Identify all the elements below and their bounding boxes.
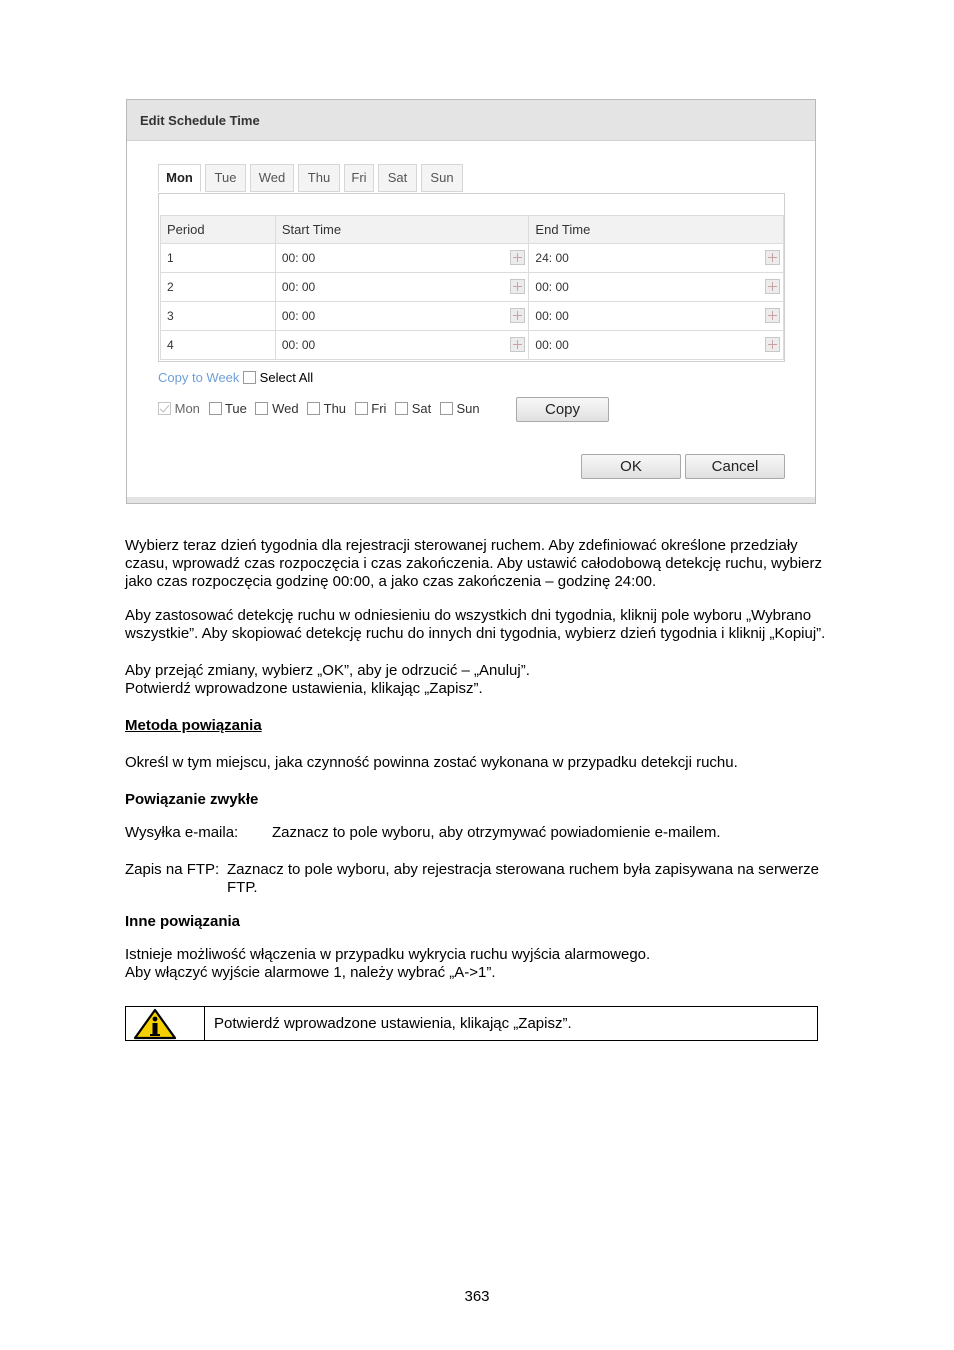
- start-time-field[interactable]: [275, 273, 529, 302]
- time-picker-icon[interactable]: [765, 250, 780, 265]
- copy-days-row: [158, 401, 485, 416]
- text-line: Wybierz teraz dzień tygodnia dla rejestracji sterowanej ruchem. Aby zdefiniować określone przedziały: [125, 537, 798, 554]
- start-time-field[interactable]: [275, 302, 529, 331]
- copy-button[interactable]: Copy: [516, 397, 609, 422]
- start-time-value: 00: 00: [281, 309, 316, 323]
- tab-sat[interactable]: Sat: [378, 164, 417, 192]
- heading-normal-linking: Powiązanie zwykłe: [125, 791, 259, 808]
- ftp-term: Zapis na FTP:: [125, 861, 220, 878]
- time-picker-icon[interactable]: [510, 337, 525, 352]
- text-line: Aby przejąć zmiany, wybierz „OK”, aby je odrzucić – „Anuluj”.: [125, 662, 530, 679]
- end-time-value: 00: 00: [535, 338, 569, 352]
- copy-mon-checkbox: [158, 402, 171, 415]
- email-term: Wysyłka e-maila:: [125, 824, 239, 841]
- schedule-panel: [158, 193, 785, 362]
- tab-thu[interactable]: Thu: [298, 164, 340, 192]
- table-row: [161, 331, 784, 360]
- start-time-field[interactable]: [275, 331, 529, 360]
- paragraph-ok-cancel: [125, 662, 530, 698]
- period-cell: 2: [161, 273, 276, 302]
- dialog-header: [127, 100, 815, 141]
- text-line: Aby zastosować detekcję ruchu w odniesieniu do wszystkich dni tygodnia, kliknij pole wyboru „Wybrano: [125, 607, 812, 624]
- table-header-row: [161, 216, 784, 244]
- end-time-value: 00: 00: [535, 309, 569, 323]
- time-picker-icon[interactable]: [510, 279, 525, 294]
- heading-other-linking: Inne powiązania: [125, 913, 241, 930]
- tab-sun[interactable]: Sun: [421, 164, 463, 192]
- start-time-value: 00: 00: [281, 280, 316, 294]
- paragraph-linking: Określ w tym miejscu, jaka czynność powinna zostać wykonana w przypadku detekcji ruchu.: [125, 754, 738, 771]
- copy-to-week-row: [158, 370, 313, 388]
- tab-fri[interactable]: Fri: [344, 164, 374, 192]
- page-number: 363: [464, 1288, 490, 1305]
- start-time-value: 00: 00: [281, 338, 316, 352]
- copy-mon-label: Mon: [174, 401, 200, 416]
- copy-wed-checkbox[interactable]: [255, 402, 268, 415]
- info-icon-cell: [126, 1007, 205, 1040]
- email-description: Zaznacz to pole wyboru, aby otrzymywać powiadomienie e-mailem.: [272, 824, 721, 841]
- time-picker-icon[interactable]: [765, 337, 780, 352]
- start-time-value: 00: 00: [281, 251, 316, 265]
- info-note-box: [125, 1006, 818, 1041]
- copy-to-week-label: Copy to Week: [158, 370, 240, 385]
- table-row: [161, 244, 784, 273]
- heading-linking-method: Metoda powiązania: [125, 717, 262, 734]
- header-end-time: End Time: [529, 216, 784, 244]
- text-line: wszystkie”. Aby skopiować detekcję ruchu do innych dni tygodnia, wybierz dzień tygodnia i kliknij „Kopiuj”.: [125, 625, 826, 642]
- time-picker-icon[interactable]: [765, 308, 780, 323]
- end-time-field[interactable]: [529, 244, 784, 273]
- time-picker-icon[interactable]: [510, 308, 525, 323]
- paragraph-select-all: [125, 607, 825, 643]
- copy-fri-checkbox[interactable]: [355, 402, 368, 415]
- paragraph-schedule: [125, 537, 822, 591]
- text-line: Aby włączyć wyjście alarmowe 1, należy wybrać „A->1”.: [125, 964, 496, 981]
- text-line: Istnieje możliwość włączenia w przypadku wykrycia ruchu wyjścia alarmowego.: [125, 946, 651, 963]
- header-start-time: Start Time: [275, 216, 529, 244]
- table-row: [161, 302, 784, 331]
- tab-tue[interactable]: Tue: [205, 164, 246, 192]
- cancel-button[interactable]: Cancel: [685, 454, 785, 479]
- period-cell: 1: [161, 244, 276, 273]
- edit-schedule-dialog: [126, 99, 816, 504]
- select-all-label: Select All: [259, 370, 314, 385]
- paragraph-alarm-output: [125, 946, 650, 982]
- text-line: czasu, wprowadź czas rozpoczęcia i czas zakończenia. Aby ustawić całodobową detekcję ruchu, wybierz: [125, 555, 823, 572]
- copy-fri-label: Fri: [371, 401, 387, 416]
- time-picker-icon[interactable]: [765, 279, 780, 294]
- info-note-text: Potwierdź wprowadzone ustawienia, klikając „Zapisz”.: [214, 1015, 572, 1032]
- copy-thu-label: Thu: [323, 401, 347, 416]
- copy-sat-checkbox[interactable]: [395, 402, 408, 415]
- dialog-title: Edit Schedule Time: [140, 113, 260, 128]
- schedule-table: [160, 215, 784, 360]
- copy-sat-label: Sat: [411, 401, 432, 416]
- ftp-description-line2: FTP.: [227, 879, 258, 896]
- end-time-field[interactable]: [529, 302, 784, 331]
- text-line: jako czas rozpoczęcia godzinę 00:00, a jako czas zakończenia – godzinę 24:00.: [125, 573, 657, 590]
- time-picker-icon[interactable]: [510, 250, 525, 265]
- header-period: Period: [161, 216, 276, 244]
- copy-sun-label: Sun: [456, 401, 480, 416]
- copy-tue-label: Tue: [224, 401, 247, 416]
- dialog-footer: [127, 497, 815, 503]
- warning-info-icon: [133, 1008, 177, 1040]
- end-time-field[interactable]: [529, 331, 784, 360]
- ftp-description-line1: Zaznacz to pole wyboru, aby rejestracja sterowana ruchem była zapisywana na serwerze: [227, 861, 819, 878]
- end-time-value: 00: 00: [535, 280, 569, 294]
- tab-mon[interactable]: Mon: [158, 164, 201, 192]
- period-cell: 3: [161, 302, 276, 331]
- end-time-field[interactable]: [529, 273, 784, 302]
- tab-wed[interactable]: Wed: [250, 164, 294, 192]
- text-line: Potwierdź wprowadzone ustawienia, klikając „Zapisz”.: [125, 680, 483, 697]
- copy-wed-label: Wed: [272, 401, 299, 416]
- ok-button[interactable]: OK: [581, 454, 681, 479]
- copy-tue-checkbox[interactable]: [209, 402, 222, 415]
- end-time-value: 24: 00: [535, 251, 569, 265]
- table-row: [161, 273, 784, 302]
- copy-thu-checkbox[interactable]: [307, 402, 320, 415]
- start-time-field[interactable]: [275, 244, 529, 273]
- select-all-checkbox[interactable]: [243, 371, 256, 384]
- copy-sun-checkbox[interactable]: [440, 402, 453, 415]
- period-cell: 4: [161, 331, 276, 360]
